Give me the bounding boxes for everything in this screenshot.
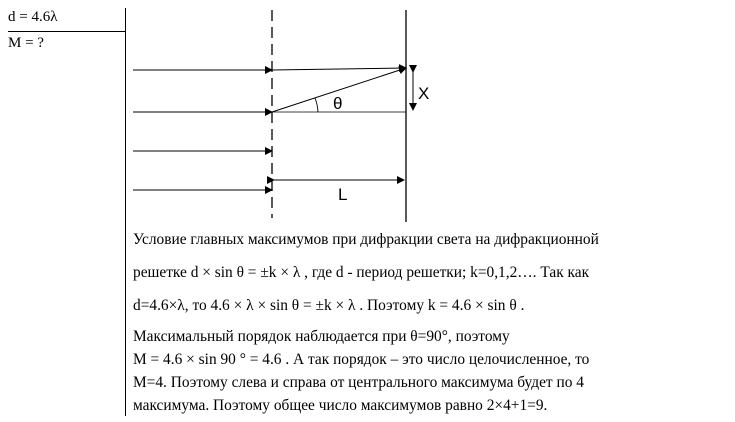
label-theta: θ [333,94,343,113]
solution-line: d=4.6×λ, то 4.6 × λ × sin θ = ±k × λ . Поэтому k = 4.6 × sin θ . [133,297,525,314]
label-x: X [418,84,430,103]
solution-line: максимума. Поэтому общее число максимумов равно 2×4+1=9. [133,397,548,414]
solution-paragraph-2 [133,325,721,417]
given-m: M = ? [8,35,44,51]
solution-line: Условие главных максимумов при дифракции света на дифракционной [133,231,599,248]
solution-line: Максимальный порядок наблюдается при θ=90°, поэтому [133,328,510,345]
angle-arc [315,98,318,112]
straight-ray [272,68,406,70]
solution-line: M = 4.6 × sin 90 ° = 4.6 . А так порядок – это число целочисленное, то [133,351,590,368]
label-l: L [338,185,348,204]
solution-line: M=4. Поэтому слева и справа от центрального максимума будет по 4 [133,374,584,391]
solution-line: решетке d × sin θ = ±k × λ , где d - период решетки; k=0,1,2…. Так как [133,264,590,281]
solution-paragraph-1 [133,223,721,322]
given-d: d = 4.6λ [8,9,58,25]
